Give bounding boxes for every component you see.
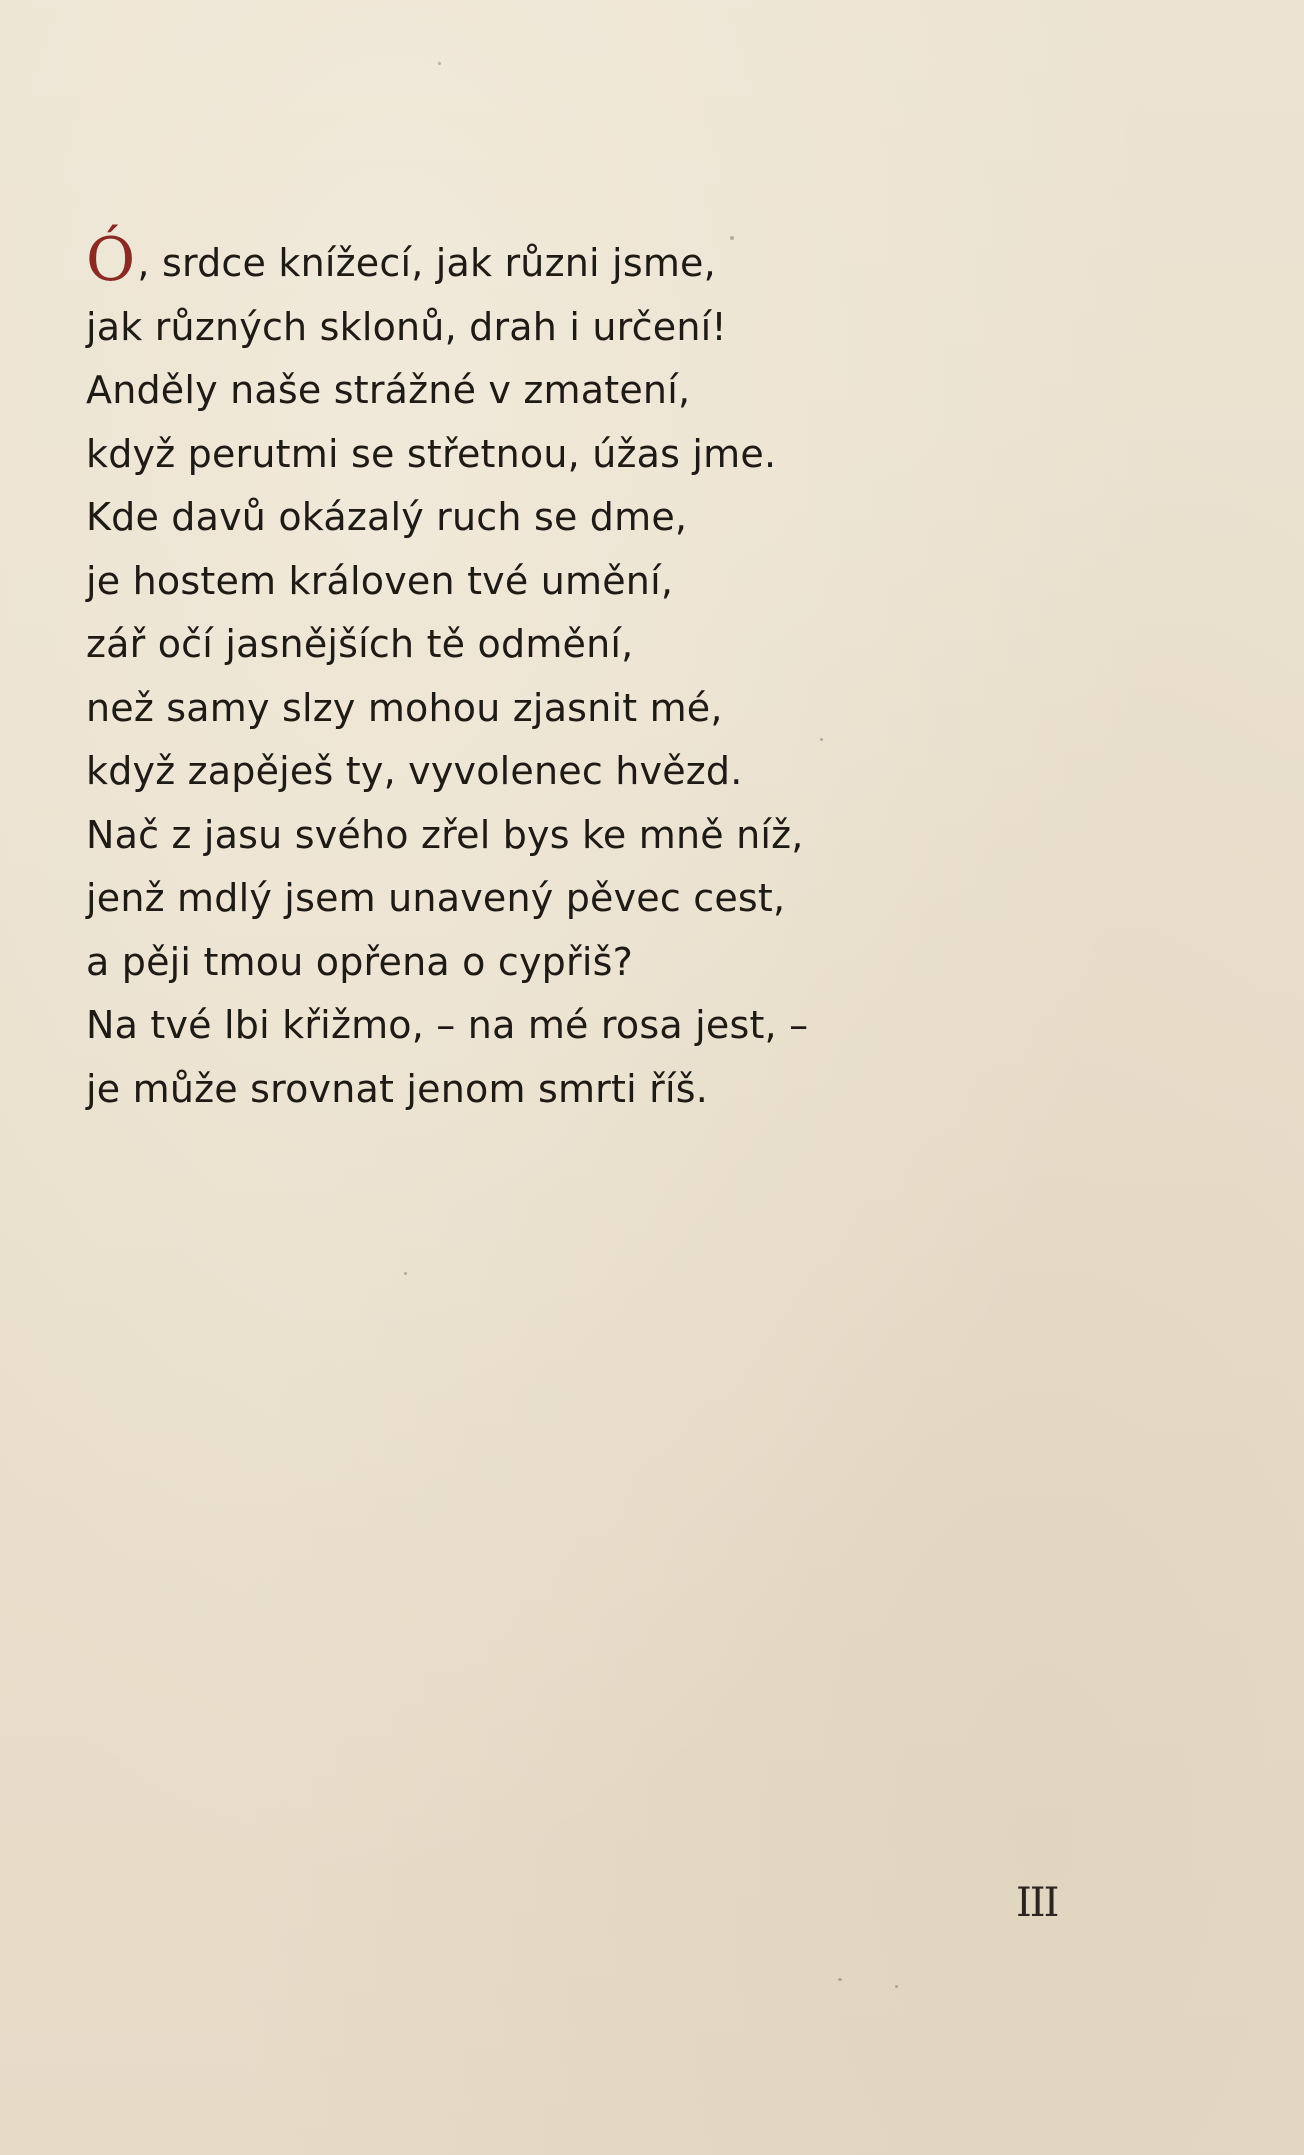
poem-line: jak různých sklonů, drah i určení! [86,304,727,349]
paper-speck [404,1272,407,1275]
drop-initial: Ó [86,225,136,295]
poem-line: jenž mdlý jsem unavený pěvec cest, [86,876,786,920]
paper-speck [438,62,441,65]
poem-line: je může srovnat jenom smrti říš. [86,1066,708,1111]
poem-line: když zapěješ ty, vyvolenec hvězd. [86,749,743,793]
paper-speck [838,1978,842,1981]
poem-line: zář očí jasnějších tě odmění, [86,622,634,666]
poem-line: Na tvé lbi křižmo, – na mé rosa jest, – [86,1003,809,1047]
poem-line: Anděly naše strážné v zmatení, [86,368,691,412]
poem-line: když perutmi se střetnou, úžas jme. [86,431,777,476]
poem-line: je hostem královen tvé umění, [86,558,674,603]
page-number: III [1016,1880,1058,1926]
paper-speck [895,1985,898,1988]
poem-line: Kde davů okázalý ruch se dme, [86,495,688,539]
poem-line: a pěji tmou opřena o cypřiš? [86,939,633,984]
poem-line-text: , srdce knížecí, jak různi jsme, [137,241,716,285]
poem [86,225,946,1121]
poem-line [86,225,946,296]
poem-line: Nač z jasu svého zřel bys ke mně níž, [86,812,804,857]
poem-line: než samy slzy mohou zjasnit mé, [86,685,723,730]
